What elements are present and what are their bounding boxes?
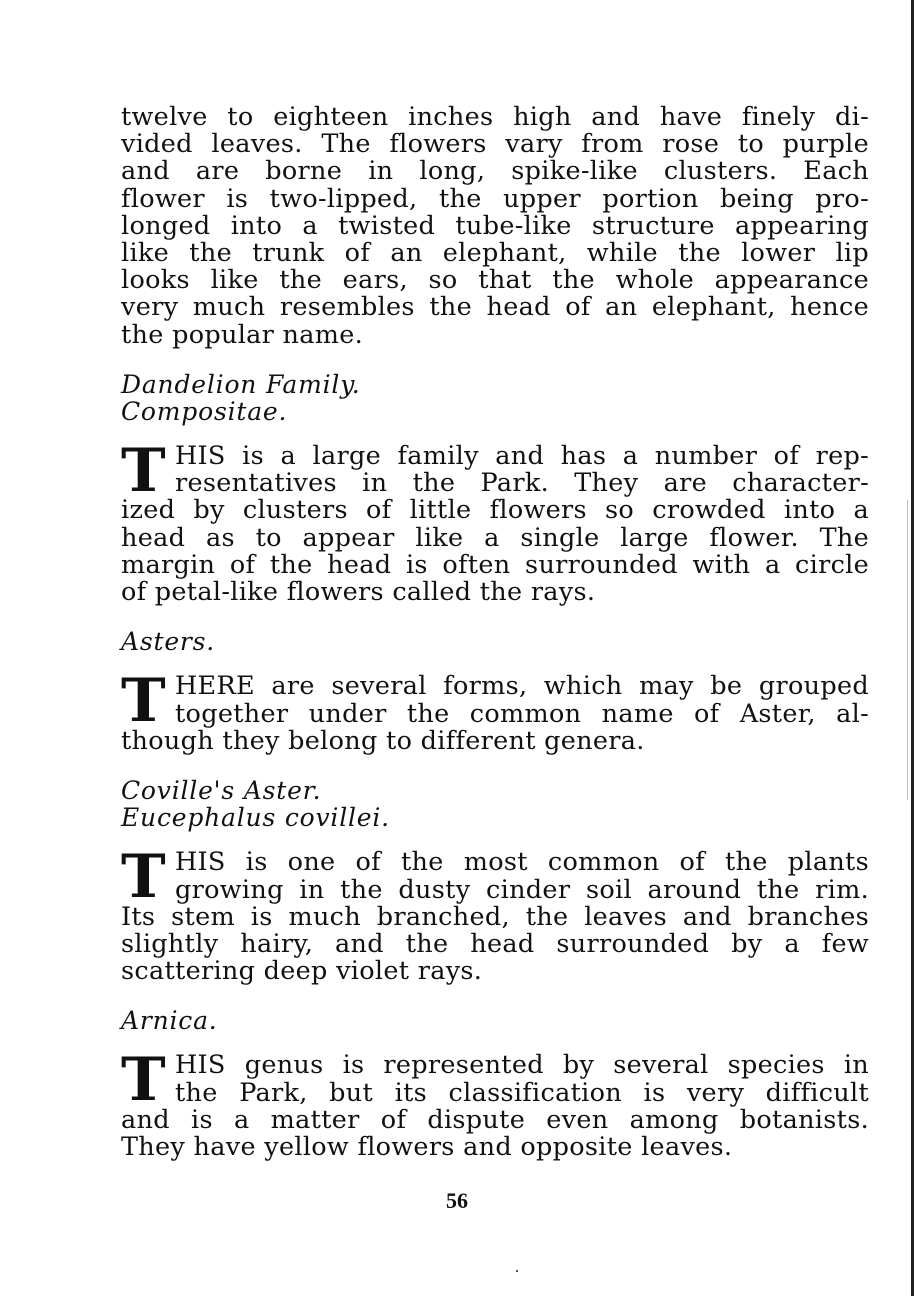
text-line: the popular name. [121, 319, 364, 350]
text-line: the Park, but its classification is very difficult [175, 1077, 869, 1108]
text-line: very much resembles the head of an elephant, hence [121, 292, 869, 323]
text-line: HIS is one of the most common of the plants [175, 847, 869, 878]
text-line: margin of the head is often surrounded with a circle [121, 549, 869, 580]
text-line: flower is two-lipped, the upper portion being pro- [121, 183, 869, 214]
print-speck [516, 1270, 518, 1272]
text-line: resentatives in the Park. They are character- [175, 468, 869, 499]
text-line: HIS genus is represented by several species in [175, 1050, 869, 1081]
text-line: head as to appear like a single large flower. The [121, 522, 869, 553]
intro-paragraph [121, 104, 869, 349]
page-number: 56 [446, 1188, 468, 1213]
text-line: though they belong to different genera. [121, 725, 645, 756]
text-line: HIS is a large family and has a number of rep- [175, 441, 869, 472]
drop-cap: T [121, 436, 166, 507]
text-line: vided leaves. The flowers vary from rose to purple [121, 129, 869, 160]
page-edge-shadow [907, 500, 908, 800]
section-heading: Dandelion Family. [121, 369, 361, 399]
text-line: ized by clusters of little flowers so crowded into a [121, 495, 869, 526]
section-paragraph [121, 666, 869, 756]
section-subheading: Eucephalus covillei. [121, 803, 390, 833]
section-paragraph [121, 1045, 869, 1162]
text-line: longed into a twisted tube-like structure appearing [121, 210, 869, 241]
text-line: together under the common name of Aster, al- [175, 698, 869, 729]
section-heading: Coville's Aster. [121, 775, 322, 805]
text-line: and is a matter of dispute even among botanists. [121, 1104, 869, 1135]
section-heading: Arnica. [121, 1006, 218, 1036]
text-line: They have yellow flowers and opposite leaves. [121, 1132, 733, 1162]
drop-cap: T [121, 842, 166, 913]
section-paragraph [121, 436, 869, 607]
drop-cap: T [121, 666, 166, 737]
text-line: and are borne in long, spike-like clusters. Each [121, 156, 869, 187]
text-line: looks like the ears, so that the whole appearance [121, 265, 869, 296]
text-line: like the trunk of an elephant, while the lower lip [121, 237, 869, 268]
text-line: of petal-like flowers called the rays. [121, 577, 596, 607]
section-subheading: Compositae. [121, 396, 288, 426]
section-paragraph [121, 842, 869, 987]
text-line: growing in the dusty cinder soil around the rim. [175, 874, 869, 905]
text-line: HERE are several forms, which may be grouped [175, 671, 869, 702]
text-line: slightly hairy, and the head surrounded by a few [121, 928, 869, 959]
text-line: scattering deep violet rays. [121, 956, 483, 987]
section-heading: Asters. [121, 627, 216, 657]
text-line: twelve to eighteen inches high and have finely di- [121, 102, 869, 132]
page-body [121, 104, 869, 1161]
text-line: Its stem is much branched, the leaves and branches [121, 901, 869, 932]
drop-cap: T [121, 1045, 166, 1116]
